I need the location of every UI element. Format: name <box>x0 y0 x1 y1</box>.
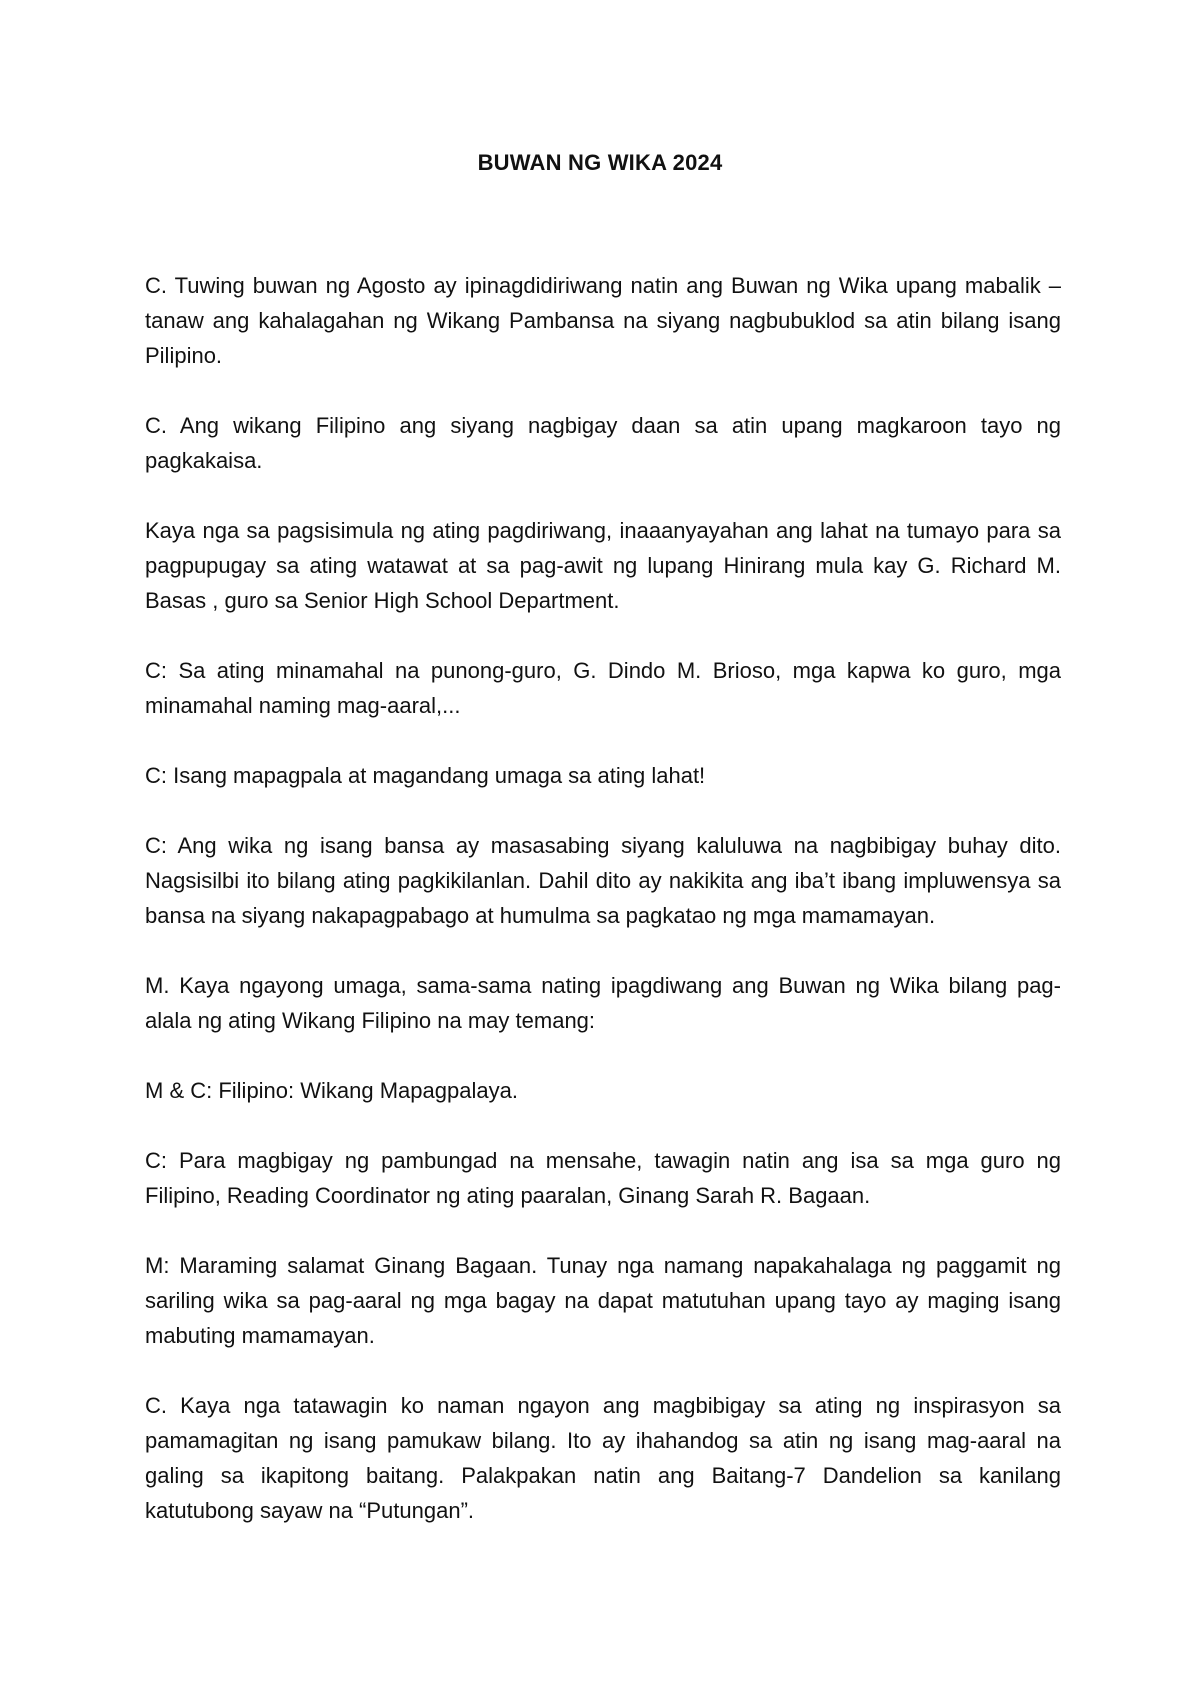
paragraph-3: Kaya nga sa pagsisimula ng ating pagdiriwang, inaaanyayahan ang lahat na tumayo para sa pagpupugay sa ating watawat at sa pag-awit ng lupang Hinirang mula kay G. Richard M. Basas , guro sa Senior High School Department. <box>145 518 1061 613</box>
paragraph-5: C: Isang mapagpala at magandang umaga sa ating lahat! <box>145 763 706 788</box>
paragraph-8: M & C: Filipino: Wikang Mapagpalaya. <box>145 1078 518 1103</box>
paragraph-10: M: Maraming salamat Ginang Bagaan. Tunay nga namang napakahalaga ng paggamit ng sariling wika sa pag-aaral ng mga bagay na dapat matutuhan upang tayo ay maging isang mabuting mamamayan. <box>145 1253 1061 1348</box>
document-title: BUWAN NG WIKA 2024 <box>477 150 723 175</box>
paragraph-11: C. Kaya nga tatawagin ko naman ngayon ang magbibigay sa ating ng inspirasyon sa pamamagitan ng isang pamukaw bilang. Ito ay ihahandog sa atin ng isang mag-aaral na galing sa ikapitong baitang. Palakpakan natin ang Baitang-7 Dandelion sa kanilang katutubong sayaw na “Putungan”. <box>145 1393 1061 1523</box>
paragraph-9: C: Para magbigay ng pambungad na mensahe, tawagin natin ang isa sa mga guro ng Filipino, Reading Coordinator ng ating paaralan, Ginang Sarah R. Bagaan. <box>145 1148 1061 1208</box>
document-body <box>145 268 1061 1528</box>
paragraph-1: C. Tuwing buwan ng Agosto ay ipinagdidiriwang natin ang Buwan ng Wika upang mabalik – tanaw ang kahalagahan ng Wikang Pambansa na siyang nagbubuklod sa atin bilang isang Pilipino. <box>145 273 1061 368</box>
paragraph-7: M. Kaya ngayong umaga, sama-sama nating ipagdiwang ang Buwan ng Wika bilang pag-alala ng ating Wikang Filipino na may temang: <box>145 973 1061 1033</box>
paragraph-2: C. Ang wikang Filipino ang siyang nagbigay daan sa atin upang magkaroon tayo ng pagkakaisa. <box>145 413 1061 473</box>
paragraph-6: C: Ang wika ng isang bansa ay masasabing siyang kaluluwa na nagbibigay buhay dito. Nagsisilbi ito bilang ating pagkikilanlan. Dahil dito ay nakikita ang iba’t ibang impluwensya sa bansa na siyang nakapagpabago at humulma sa pagkatao ng mga mamamayan. <box>145 833 1061 928</box>
paragraph-4: C: Sa ating minamahal na punong-guro, G. Dindo M. Brioso, mga kapwa ko guro, mga minamahal naming mag-aaral,... <box>145 658 1061 718</box>
